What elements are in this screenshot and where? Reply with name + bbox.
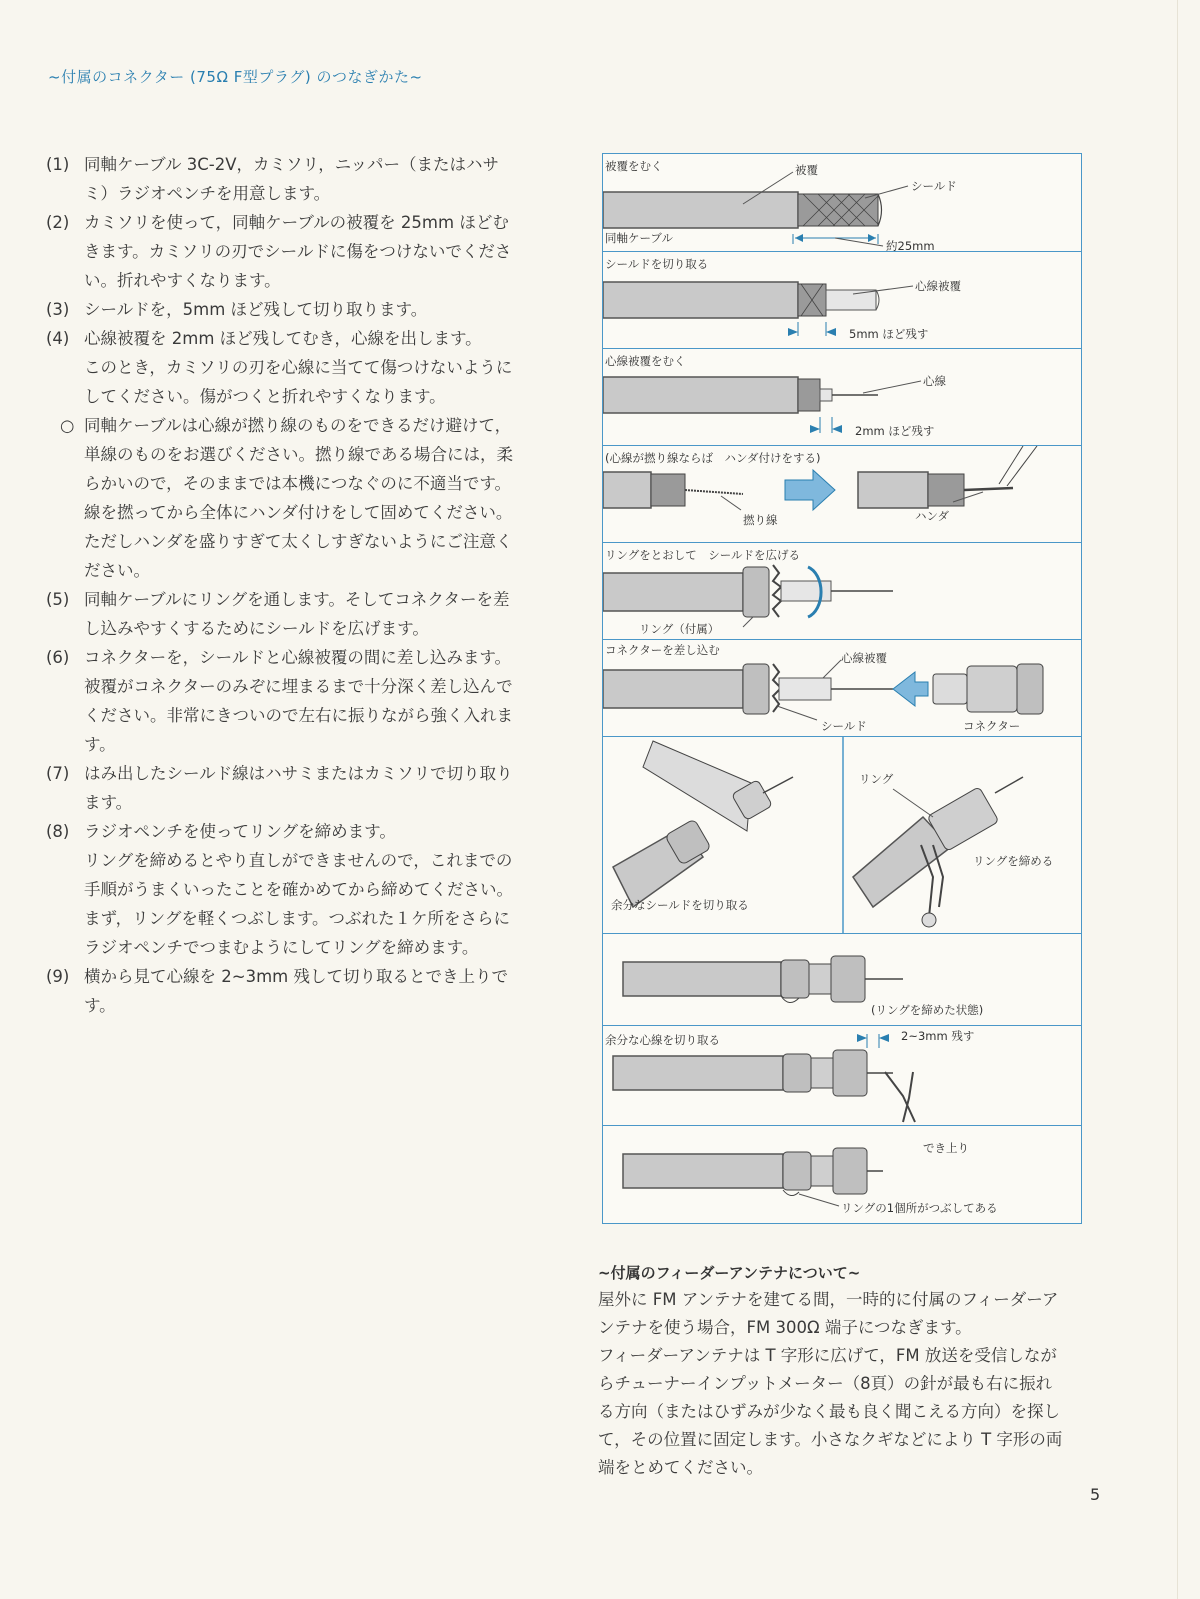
ring-label: リング bbox=[859, 772, 894, 786]
note-line: らかいので，そのままでは本機につなぐのに不適当です。 bbox=[84, 474, 512, 493]
step-number: (1) bbox=[46, 155, 70, 174]
crimp-note-label: リングの1個所がつぶしてある bbox=[841, 1201, 998, 1215]
step-number: (9) bbox=[46, 967, 70, 986]
ring-crimped-illustration bbox=[603, 934, 1083, 1026]
step-line: 同軸ケーブルにリングを通します。そしてコネクターを差 bbox=[84, 590, 510, 609]
panel-flare-shield bbox=[603, 543, 1081, 640]
step-3 bbox=[46, 295, 566, 324]
antenna-line: らチューナーインプットメーター（8頁）の針が最も右に振れ bbox=[598, 1374, 1053, 1393]
detail-line: まず，リングを軽くつぶします。つぶれた１ケ所をさらに bbox=[84, 909, 511, 928]
panel-trim-conductor bbox=[603, 1026, 1081, 1126]
antenna-line: フィーダーアンテナは T 字形に広げて，FM 放送を受信しなが bbox=[598, 1346, 1057, 1365]
step-5 bbox=[46, 585, 566, 643]
step-line: ラジオペンチを使ってリングを締めます。 bbox=[84, 822, 396, 841]
step-8 bbox=[46, 817, 566, 846]
shield-label: シールド bbox=[911, 179, 957, 193]
detail-line: ラジオペンチでつまむようにしてリングを締めます。 bbox=[84, 938, 479, 957]
step-line: す。 bbox=[84, 996, 116, 1015]
step-line: す。 bbox=[84, 735, 116, 754]
panel-title: 心線被覆をむく bbox=[605, 354, 686, 368]
antenna-line: ンテナを使う場合，FM 300Ω 端子につなぎます。 bbox=[598, 1318, 972, 1337]
center-conductor-label: 心線 bbox=[923, 374, 946, 388]
step-4-detail bbox=[46, 353, 566, 411]
panel-cut-shield bbox=[603, 252, 1081, 349]
panel-trim-and-crimp bbox=[603, 737, 1081, 934]
panel-title: 余分な心線を切り取る bbox=[605, 1033, 720, 1047]
note-line: ださい。 bbox=[84, 561, 150, 580]
step-line: い。折れやすくなります。 bbox=[84, 271, 281, 290]
page-number: 5 bbox=[1090, 1485, 1101, 1504]
dimension-label: 2mm ほど残す bbox=[855, 424, 935, 438]
section-title: ~付属のコネクター (75Ω F型プラグ) のつなぎかた~ bbox=[48, 68, 423, 86]
dimension-label: 約25mm bbox=[886, 239, 935, 253]
jacket-label: 被覆 bbox=[795, 163, 818, 177]
inner-insulation-label: 心線被覆 bbox=[915, 279, 961, 293]
panel-strip-jacket bbox=[603, 154, 1081, 252]
step-1 bbox=[46, 150, 566, 208]
step-number: (3) bbox=[46, 300, 70, 319]
panel-title: 被覆をむく bbox=[605, 159, 663, 173]
step-7 bbox=[46, 759, 566, 817]
detail-line: リングを締めるとやり直しができませんので，これまでの bbox=[84, 851, 513, 870]
step-number: (6) bbox=[46, 648, 70, 667]
solder-label: ハンダ bbox=[915, 509, 950, 523]
antenna-line: 屋外に FM アンテナを建てる間，一時的に付属のフィーダーア bbox=[598, 1290, 1059, 1309]
step-line: 被覆がコネクターのみぞに埋まるまで十分深く差し込んで bbox=[84, 677, 513, 696]
step-line: ミ）ラジオペンチを用意します。 bbox=[84, 184, 331, 203]
panel-solder-strands bbox=[603, 446, 1081, 543]
step-line: 心線被覆を 2mm ほど残してむき，心線を出します。 bbox=[84, 329, 482, 348]
panel-ring-crimped bbox=[603, 934, 1081, 1026]
antenna-section-body bbox=[598, 1286, 1108, 1482]
antenna-line: て，その位置に固定します。小さなクギなどにより T 字形の両 bbox=[598, 1430, 1063, 1449]
step-2 bbox=[46, 208, 566, 295]
stranded-wire-label: 撚り線 bbox=[743, 513, 778, 527]
detail-line: 手順がうまくいったことを確かめてから締めてください。 bbox=[84, 880, 513, 899]
coax-cable-label: 同軸ケーブル bbox=[605, 231, 673, 245]
trim-shield-label: 余分なシールドを切り取る bbox=[611, 898, 749, 912]
step-number: (5) bbox=[46, 590, 70, 609]
connector-label: コネクター bbox=[963, 719, 1021, 733]
step-line: 横から見て心線を 2~3mm 残して切り取るとでき上りで bbox=[84, 967, 508, 986]
note-line: 同軸ケーブルは心線が撚り線のものをできるだけ避けて， bbox=[84, 416, 512, 435]
note-bullet-icon: ○ bbox=[60, 416, 75, 435]
step-line: シールドを，5mm ほど残して切り取ります。 bbox=[84, 300, 428, 319]
shield-label: シールド bbox=[821, 719, 867, 733]
panel-title: (心線が撚り線ならば ハンダ付けをする) bbox=[605, 451, 821, 465]
step-number: (8) bbox=[46, 822, 70, 841]
strip-jacket-illustration bbox=[603, 154, 1083, 252]
step-line: はみ出したシールド線はハサミまたはカミソリで切り取り bbox=[84, 764, 513, 783]
step-8-detail bbox=[46, 846, 566, 962]
step-number: (7) bbox=[46, 764, 70, 783]
page-edge bbox=[1177, 0, 1178, 1599]
step-line: ください。非常にきついので左右に振りながら強く入れま bbox=[84, 706, 513, 725]
panel-finished bbox=[603, 1126, 1081, 1222]
step-number: (2) bbox=[46, 213, 70, 232]
antenna-line: る方向（またはひずみが少なく最も良く聞こえる方向）を探し bbox=[598, 1402, 1060, 1421]
steps-list bbox=[46, 150, 566, 1020]
step-line: 同軸ケーブル 3C-2V，カミソリ，ニッパー（またはハサ bbox=[84, 155, 500, 174]
step-line: コネクターを，シールドと心線被覆の間に差し込みます。 bbox=[84, 648, 512, 667]
step-line: カミソリを使って，同軸ケーブルの被覆を 25mm ほどむ bbox=[84, 213, 509, 232]
note-line: 単線のものをお選びください。撚り線である場合には，柔 bbox=[84, 445, 513, 464]
step-line: ます。 bbox=[84, 793, 133, 812]
note-line: ただしハンダを盛りすぎて太くしすぎないようにご注意く bbox=[84, 532, 513, 551]
panel-title: リングをとおして シールドを広げる bbox=[605, 548, 801, 562]
crimped-state-caption: (リングを締めた状態) bbox=[871, 1003, 984, 1017]
panel-insert-connector bbox=[603, 640, 1081, 737]
connector-assembly-figure bbox=[602, 153, 1082, 1224]
detail-line: このとき，カミソリの刃を心線に当てて傷つけないように bbox=[84, 358, 513, 377]
step-line: きます。カミソリの刃でシールドに傷をつけないでくださ bbox=[84, 242, 512, 261]
note-line: 線を撚ってから全体にハンダ付けをして固めてください。 bbox=[84, 503, 513, 522]
inner-insulation-label: 心線被覆 bbox=[841, 651, 887, 665]
dimension-label: 5mm ほど残す bbox=[849, 327, 929, 341]
step-9 bbox=[46, 962, 566, 1020]
step-line: し込みやすくするためにシールドを広げます。 bbox=[84, 619, 429, 638]
stranded-wire-note bbox=[46, 411, 566, 585]
dimension-label: 2~3mm 残す bbox=[901, 1029, 975, 1043]
antenna-section-title: ~付属のフィーダーアンテナについて~ bbox=[598, 1264, 861, 1282]
antenna-line: 端をとめてください。 bbox=[598, 1458, 763, 1477]
panel-strip-insulation bbox=[603, 349, 1081, 446]
ring-label: リング（付属） bbox=[639, 622, 720, 636]
panel-title: シールドを切り取る bbox=[605, 257, 709, 271]
finished-label: でき上り bbox=[923, 1141, 969, 1155]
crimp-ring-label: リングを締める bbox=[973, 854, 1054, 868]
step-4 bbox=[46, 324, 566, 353]
panel-title: コネクターを差し込む bbox=[605, 643, 720, 657]
detail-line: してください。傷がつくと折れやすくなります。 bbox=[84, 387, 446, 406]
step-6 bbox=[46, 643, 566, 759]
step-number: (4) bbox=[46, 329, 70, 348]
